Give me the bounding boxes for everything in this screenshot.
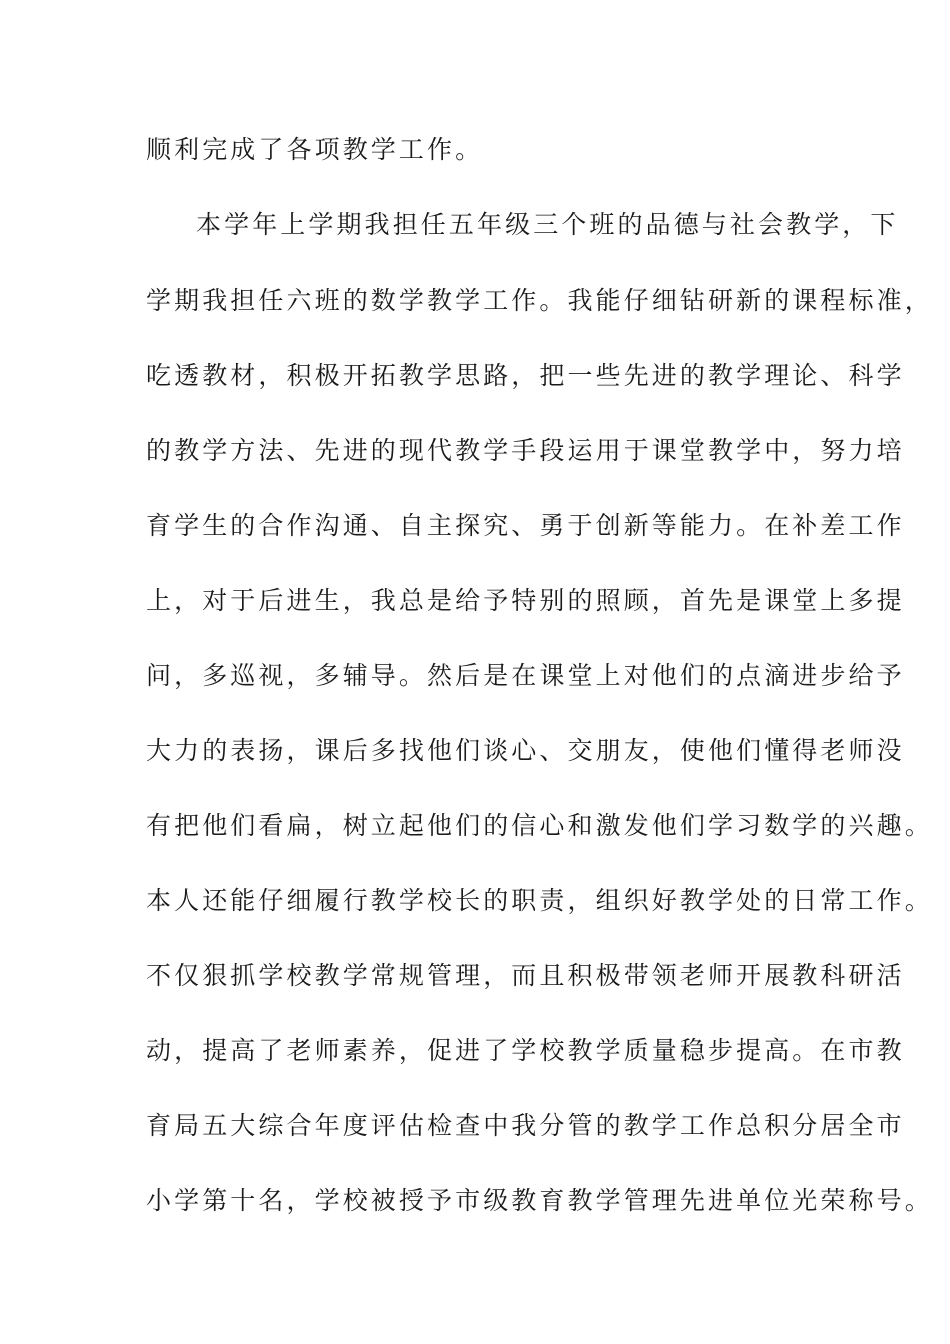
text-line: 学期我担任六班的数学教学工作。我能仔细钻研新的课程标准， <box>146 286 933 315</box>
text-line: 大力的表扬，课后多找他们谈心、交朋友，使他们懂得老师没 <box>146 736 905 765</box>
text-line: 问，多巡视，多辅导。然后是在课堂上对他们的点滴进步给予 <box>146 661 905 690</box>
text-line: 上，对于后进生，我总是给予特别的照顾，首先是课堂上多提 <box>146 586 905 615</box>
text-line: 本人还能仔细履行教学校长的职责，组织好教学处的日常工作。 <box>146 886 933 915</box>
text-line: 育学生的合作沟通、自主探究、勇于创新等能力。在补差工作 <box>146 511 905 540</box>
paragraph-first-line: 本学年上学期我担任五年级三个班的品德与社会教学，下 <box>196 210 899 239</box>
text-line: 不仅狠抓学校教学常规管理，而且积极带领老师开展教科研活 <box>146 961 905 990</box>
text-line: 吃透教材，积极开拓教学思路，把一些先进的教学理论、科学 <box>146 361 905 390</box>
text-line: 动，提高了老师素养，促进了学校教学质量稳步提高。在市教 <box>146 1036 905 1065</box>
text-line: 有把他们看扁，树立起他们的信心和激发他们学习数学的兴趣。 <box>146 811 933 840</box>
text-line: 小学第十名，学校被授予市级教育教学管理先进单位光荣称号。 <box>146 1186 933 1215</box>
text-line: 顺利完成了各项教学工作。 <box>146 135 484 164</box>
text-line: 的教学方法、先进的现代教学手段运用于课堂教学中，努力培 <box>146 436 905 465</box>
text-line: 育局五大综合年度评估检查中我分管的教学工作总积分居全市 <box>146 1111 905 1140</box>
